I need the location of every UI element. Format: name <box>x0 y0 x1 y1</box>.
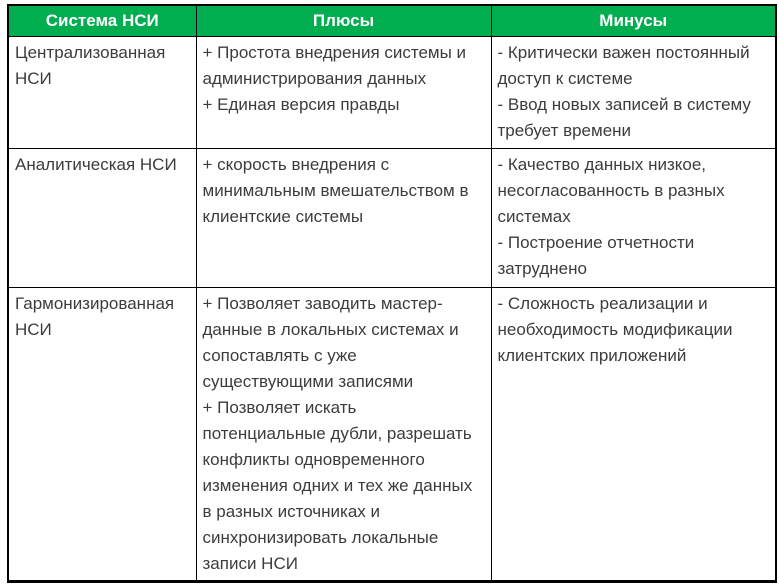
table-row <box>8 37 776 149</box>
column-header-cons: Минусы <box>491 5 776 37</box>
pros-item: + скорость внедрения с минимальным вмешательством в клиентские системы <box>202 155 469 226</box>
nsi-comparison-table <box>7 4 777 583</box>
table-row <box>8 149 776 288</box>
cell-cons <box>491 288 776 582</box>
cell-system-name: Централизованная НСИ <box>8 37 196 149</box>
cons-item: - Критически важен постоянный доступ к системе <box>497 43 750 88</box>
pros-item: + Единая версия правды <box>202 95 400 114</box>
document-page <box>0 4 779 587</box>
header-row <box>8 5 776 37</box>
cons-item: - Ввод новых записей в систему требует времени <box>497 95 751 140</box>
cell-pros <box>196 288 491 582</box>
table-row <box>8 288 776 582</box>
cell-pros <box>196 149 491 288</box>
cons-item: - Построение отчетности затруднено <box>497 233 695 278</box>
cons-item: - Сложность реализации и необходимость модификации клиентских приложений <box>497 294 733 365</box>
pros-item: + Простота внедрения системы и администрирования данных <box>202 43 467 88</box>
cell-system-name: Аналитическая НСИ <box>8 149 196 288</box>
column-header-system: Система НСИ <box>8 5 196 37</box>
cell-cons <box>491 149 776 288</box>
cell-cons <box>491 37 776 149</box>
cell-system-name: Гармонизированная НСИ <box>8 288 196 582</box>
column-header-pros: Плюсы <box>196 5 491 37</box>
pros-item: + Позволяет заводить мастер-данные в локальных системах и сопоставлять с уже существующими записями <box>202 294 459 391</box>
table-body <box>8 37 776 582</box>
cell-pros <box>196 37 491 149</box>
pros-item: + Позволяет искать потенциальные дубли, разрешать конфликты одновременного изменения одних и тех же данных в разных источниках и синхронизировать локальные записи НСИ <box>202 398 473 573</box>
cons-item: - Качество данных низкое, несогласованность в разных системах <box>497 155 725 226</box>
